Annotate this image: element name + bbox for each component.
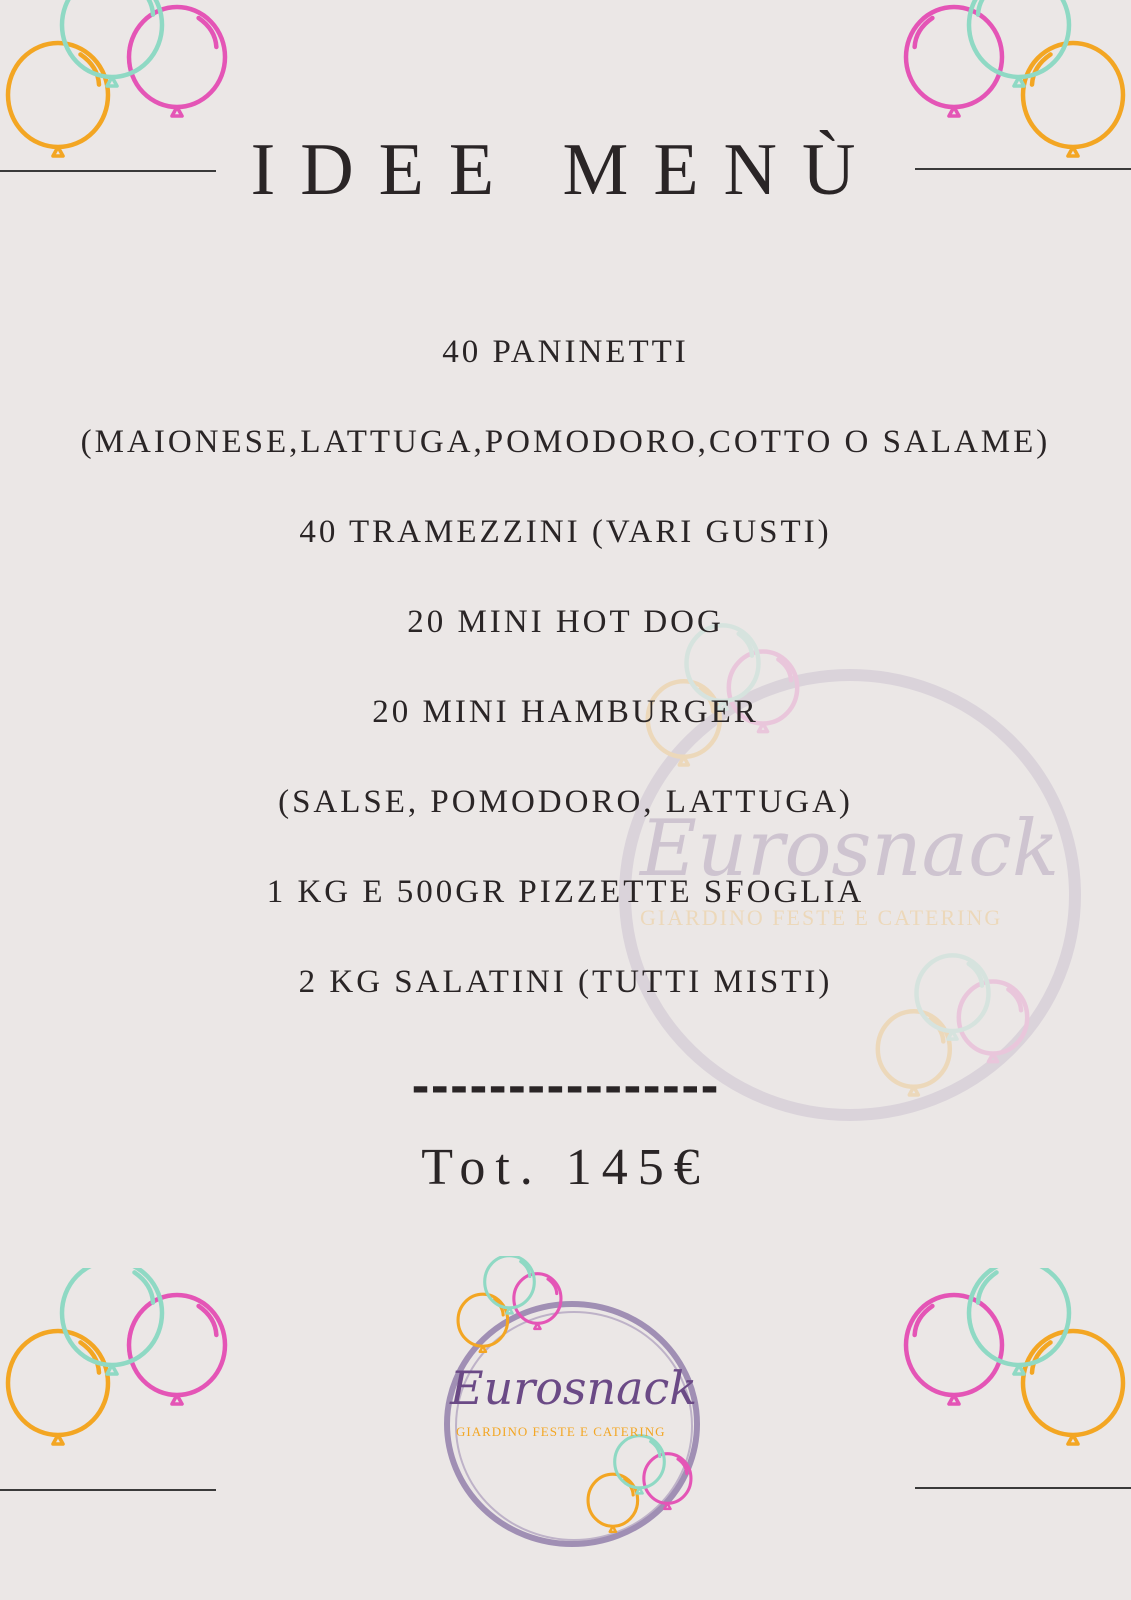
balloons-icon-bottom-right <box>891 1268 1131 1448</box>
total-divider: ---------------- <box>411 1062 720 1113</box>
balloons-icon <box>0 1268 240 1448</box>
menu-item: 40 TRAMEZZINI (VARI GUSTI) <box>299 514 832 550</box>
watermark-logo-name: Eurosnack <box>640 804 1060 894</box>
page-title: IDEE MENÙ <box>250 129 881 211</box>
balloons-icon <box>891 1268 1131 1448</box>
watermark-logo-tagline: GIARDINO FESTE E CATERING <box>640 905 1003 930</box>
logo-graphic <box>432 1256 707 1556</box>
menu-list <box>0 325 1131 1045</box>
logo-name: Eurosnack <box>450 1361 698 1415</box>
menu-item: 1 KG E 500GR PIZZETTE SFOGLIA <box>266 874 865 910</box>
total-price: Tot. 145€ <box>421 1139 710 1196</box>
logo-tagline: GIARDINO FESTE E CATERING <box>456 1424 666 1439</box>
menu-item: 2 KG SALATINI (TUTTI MISTI) <box>298 964 833 1000</box>
bottom-left-rule <box>0 1489 216 1491</box>
menu-item: 20 MINI HAMBURGER <box>372 694 759 730</box>
menu-item: 20 MINI HOT DOG <box>407 604 724 640</box>
menu-item: 40 PANINETTI <box>442 334 689 370</box>
bottom-right-rule <box>915 1487 1131 1489</box>
eurosnack-logo <box>432 1256 707 1556</box>
balloons-icon-bottom-left <box>0 1268 240 1448</box>
menu-item: (MAIONESE,LATTUGA,POMODORO,COTTO O SALAME) <box>80 424 1051 460</box>
menu-item: (SALSE, POMODORO, LATTUGA) <box>278 784 853 820</box>
